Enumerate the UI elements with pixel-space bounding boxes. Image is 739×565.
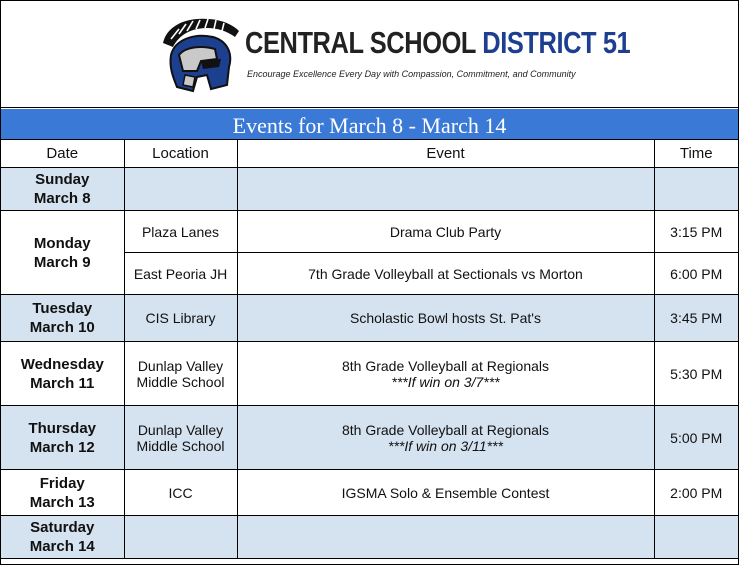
event-title: Scholastic Bowl hosts St. Pat's: [350, 310, 541, 326]
location-cell: Plaza Lanes: [124, 211, 237, 253]
time-cell: 3:15 PM: [654, 211, 738, 253]
day-name: Friday: [39, 474, 85, 492]
day-cell: [1, 168, 124, 211]
location-cell: CIS Library: [124, 295, 237, 342]
event-note: ***If win on 3/11***: [388, 437, 503, 454]
day-name: Monday: [33, 234, 91, 252]
day-name: Wednesday: [20, 355, 104, 373]
time-cell: [654, 516, 738, 559]
event-cell: [237, 516, 654, 559]
location-cell: Dunlap Valley Middle School: [124, 406, 237, 470]
day-cell: [1, 516, 124, 559]
event-title: 7th Grade Volleyball at Sectionals vs Morton: [308, 265, 583, 282]
page-title: Events for March 8 - March 14: [1, 109, 738, 140]
district-tagline: Encourage Excellence Every Day with Compassion, Commitment, and Community: [247, 69, 576, 79]
district-header: [1, 1, 738, 108]
event-cell: [237, 470, 654, 516]
day-cell: [1, 342, 124, 406]
event-title: IGSMA Solo & Ensemble Contest: [341, 484, 550, 501]
day-date: March 13: [29, 493, 95, 511]
day-cell: [1, 470, 124, 516]
time-cell: 2:00 PM: [654, 470, 738, 516]
location-cell: [124, 168, 237, 211]
events-table: [1, 140, 738, 559]
day-name: Sunday: [35, 171, 90, 188]
day-date: March 11: [30, 374, 95, 392]
day-name: Tuesday: [32, 300, 93, 317]
table-row: [1, 470, 738, 516]
event-cell: [237, 295, 654, 342]
time-cell: 5:30 PM: [654, 342, 738, 406]
day-name: Thursday: [28, 419, 96, 437]
spartan-helmet-icon: [157, 15, 241, 95]
day-date: March 12: [29, 438, 95, 456]
location-cell: [124, 516, 237, 559]
table-header-row: [1, 140, 738, 168]
day-date: March 8: [33, 190, 91, 207]
event-cell: [237, 253, 654, 295]
time-cell: 6:00 PM: [654, 253, 738, 295]
district-name-accent: DISTRICT 51: [482, 25, 631, 60]
table-row: [1, 295, 738, 342]
day-cell: [1, 295, 124, 342]
event-title: Drama Club Party: [389, 223, 502, 240]
location-cell: East Peoria JH: [124, 253, 237, 295]
event-title: 8th Grade Volleyball at Regionals: [341, 421, 550, 438]
event-cell: [237, 168, 654, 211]
time-cell: 5:00 PM: [654, 406, 738, 470]
location-cell: ICC: [124, 470, 237, 516]
day-date: March 14: [29, 538, 95, 555]
day-name: Saturday: [30, 519, 95, 536]
table-row: [1, 211, 738, 253]
event-title: 8th Grade Volleyball at Regionals: [341, 357, 550, 374]
header-date: Date: [1, 140, 124, 168]
district-name-main: CENTRAL SCHOOL: [245, 25, 483, 60]
day-cell: [1, 406, 124, 470]
event-cell: [237, 211, 654, 253]
header-time: Time: [654, 140, 738, 168]
time-cell: [654, 168, 738, 211]
table-row: [1, 168, 738, 211]
event-cell: [237, 406, 654, 470]
district-name: [245, 25, 630, 61]
table-row: [1, 342, 738, 406]
day-date: March 9: [33, 253, 91, 271]
event-note: ***If win on 3/7***: [391, 373, 500, 390]
day-date: March 10: [29, 319, 95, 336]
table-row: [1, 406, 738, 470]
table-row: [1, 516, 738, 559]
header-event: Event: [237, 140, 654, 168]
header-location: Location: [124, 140, 237, 168]
day-cell: [1, 211, 124, 295]
event-cell: [237, 342, 654, 406]
location-cell: Dunlap Valley Middle School: [124, 342, 237, 406]
time-cell: 3:45 PM: [654, 295, 738, 342]
